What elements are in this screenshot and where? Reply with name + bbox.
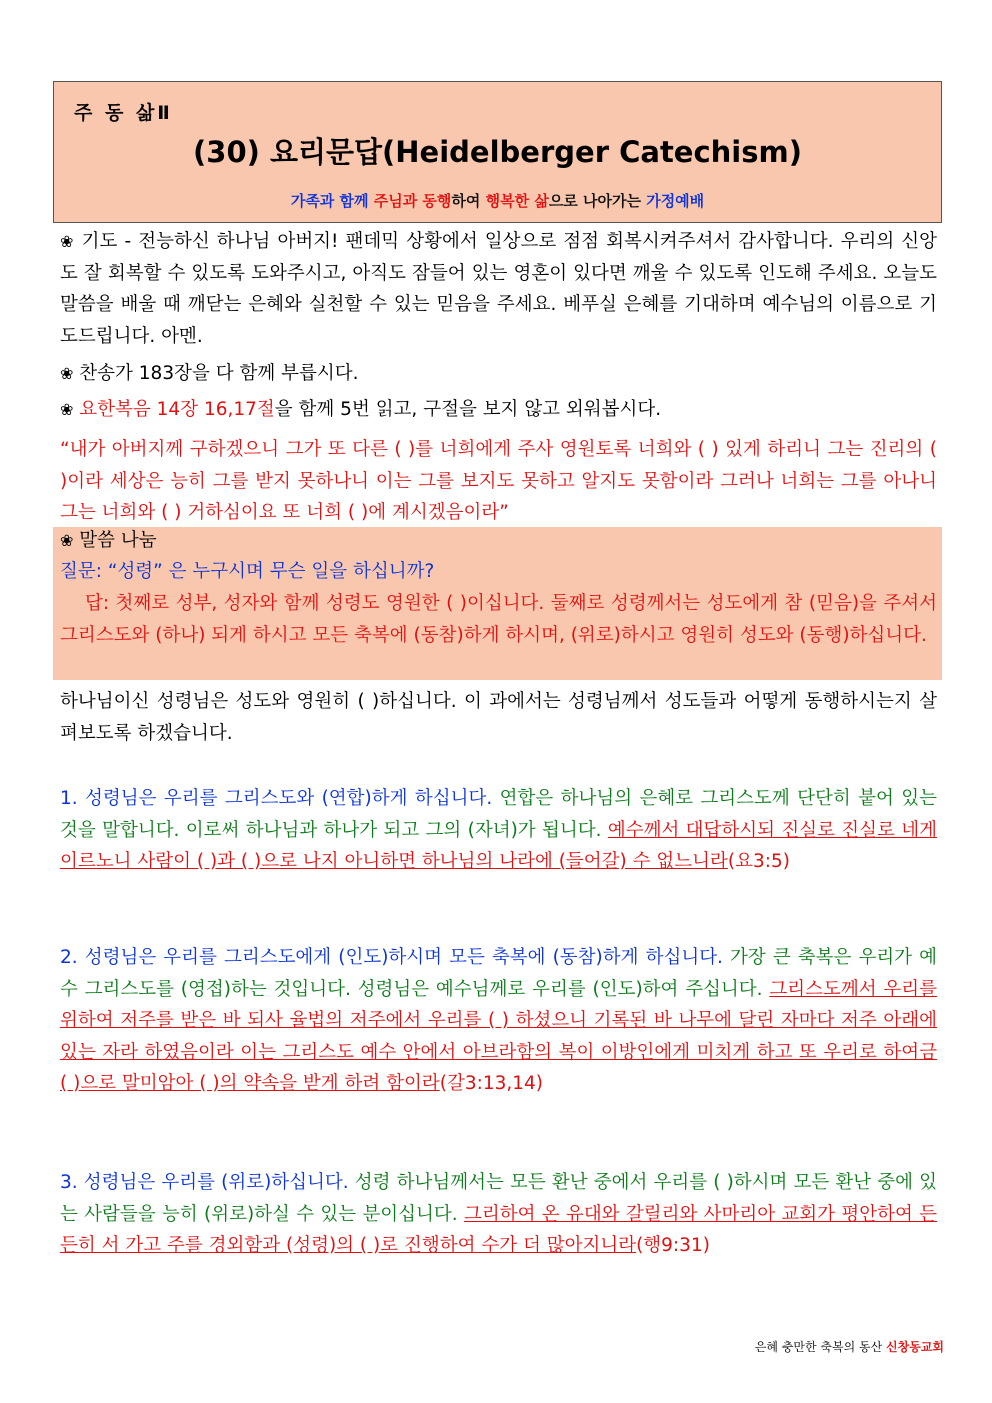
footer-text: 은혜 충만한 축복의 동산 (754, 1340, 887, 1354)
prayer-text: 기도 - 전능하신 하나님 아버지! 팬데믹 상황에서 일상으로 점점 회복시켜주셔서 감사합니다. 우리의 신앙도 잘 회복할 수 있도록 도와주시고, 아직도 잠들어 있는 영혼이 있다면 깨울 수 있도록 인도해 주세요. 오늘도 말씀을 배울 때 깨닫는 은혜와 실천할 수 있는 믿음을 주세요. 베푸실 은혜를 기대하며 예수님의 이름으로 기도드립니다. 아멘. (60, 231, 937, 347)
point-heading: 1. 성령님은 우리를 그리스도와 (연합)하게 하십니다. (60, 788, 500, 809)
sharing-question: 질문: “성령” 은 누구시며 무슨 일을 하십니까? (60, 561, 435, 582)
subtitle-part: 으로 나아가는 (548, 192, 647, 210)
church-name: 신창동교회 (886, 1340, 944, 1354)
point-explanation: 연합은 하나님의 은혜로 그리스도께 단단히 붙어 있는 것을 말합니다. 이로써 하나님과 하나가 되고 그의 (자녀)가 됩니다. (60, 788, 937, 841)
point-explanation: 가장 큰 축복은 우리가 예수 그리스도를 (영접)하는 것입니다. 성령님은 예수님께로 우리를 (인도)하여 주십니다. (60, 947, 937, 1000)
subtitle-part: 주님과 동행 (373, 192, 452, 210)
intro-paragraph: 하나님이신 성령님은 성도와 영원히 ( )하십니다. 이 과에서는 성령님께서 성도들과 어떻게 동행하시는지 살펴보도록 하겠습니다. (60, 691, 937, 744)
point-explanation: 성령 하나님께서는 모든 환난 중에서 우리를 ( )하시며 모든 환난 중에 있는 사람들을 능히 (위로)하실 수 있는 분이십니다. (60, 1172, 937, 1225)
sharing-answer: 답: 첫째로 성부, 성자와 함께 성령도 영원한 ( )이십니다. 둘째로 성령께서는 성도에게 참 (믿음)을 주셔서 그리스도와 (하나) 되게 하시고 모든 축복에 (동참)하게 하시며, (위로)하시고 영원히 성도와 (동행)하십니다. (60, 593, 937, 646)
scripture-instruction: 을 함께 5번 읽고, 구절을 보지 않고 외워봅시다. (274, 399, 662, 420)
sharing-heading (60, 525, 937, 557)
subtitle-part: 가족과 함께 (290, 192, 374, 210)
scripture-ref: 요한복음 14장 16,17절 (79, 399, 275, 420)
memory-verse: “내가 아버지께 구하겠으니 그가 또 다른 ( )를 너희에게 주사 영원토록 너희와 ( ) 있게 하리니 그는 진리의 ( )이라 세상은 능히 그를 받지 못하나니 이는 그를 보지도 못하고 알지도 못함이라 그러나 너희는 그를 아나니 그는 너희와 ( ) 거하심이요 또 너희 ( )에 계시겠음이라” (60, 439, 937, 523)
point-2 (60, 942, 937, 1100)
subtitle-part: 행복한 삶 (485, 192, 549, 210)
footer (755, 1338, 944, 1355)
sharing-heading-text: 말씀 나눔 (79, 530, 157, 551)
flower-icon: ❀ (60, 531, 74, 550)
series-label: 주 동 삶Ⅱ (74, 102, 173, 124)
point-reference: (요3:5) (727, 851, 790, 872)
flower-icon: ❀ (60, 400, 74, 419)
title-box (53, 81, 942, 223)
point-heading: 3. 성령님은 우리를 (위로)하십니다. (60, 1172, 355, 1193)
prayer-paragraph (60, 226, 937, 352)
flower-icon: ❀ (60, 364, 74, 383)
subtitle-part: 가정예배 (646, 192, 705, 210)
point-heading: 2. 성령님은 우리를 그리스도에게 (인도)하시며 모든 축복에 (동참)하게 하십니다. (60, 947, 731, 968)
point-1 (60, 783, 937, 878)
page-title: (30) 요리문답(Heidelberger Catechism) (193, 135, 802, 169)
scripture-line (60, 394, 937, 426)
point-verse: 그리하여 온 유대와 갈릴리와 사마리아 교회가 평안하여 든든히 서 가고 주를 경외함과 (성령)의 ( )로 진행하여 수가 더 많아지니라 (60, 1203, 938, 1256)
point-verse: 예수께서 대답하시되 진실로 진실로 네게 이르노니 사람이 ( )과 ( )으로 나지 아니하면 하나님의 나라에 (들어갈) 수 없느니라 (60, 819, 937, 872)
subtitle (54, 190, 941, 211)
hymn-text: 찬송가 183장을 다 함께 부릅시다. (79, 363, 359, 384)
point-verse: 그리스도께서 우리를 위하여 저주를 받은 바 되사 율법의 저주에서 우리를 ( ) 하셨으니 기록된 바 나무에 달린 자마다 저주 아래에 있는 자라 하였음이라 이는 그리스도 예수 안에서 아브라함의 복이 이방인에게 미치게 하고 또 우리로 하여금 ( )으로 말미암아 ( )의 약속을 받게 하려 함이라 (60, 978, 937, 1094)
point-reference: (행9:31) (636, 1235, 710, 1256)
point-3 (60, 1167, 937, 1262)
subtitle-part: 하여 (451, 192, 486, 210)
point-reference: (갈3:13,14) (439, 1073, 544, 1094)
hymn-line (60, 358, 937, 390)
flower-icon: ❀ (60, 232, 75, 251)
